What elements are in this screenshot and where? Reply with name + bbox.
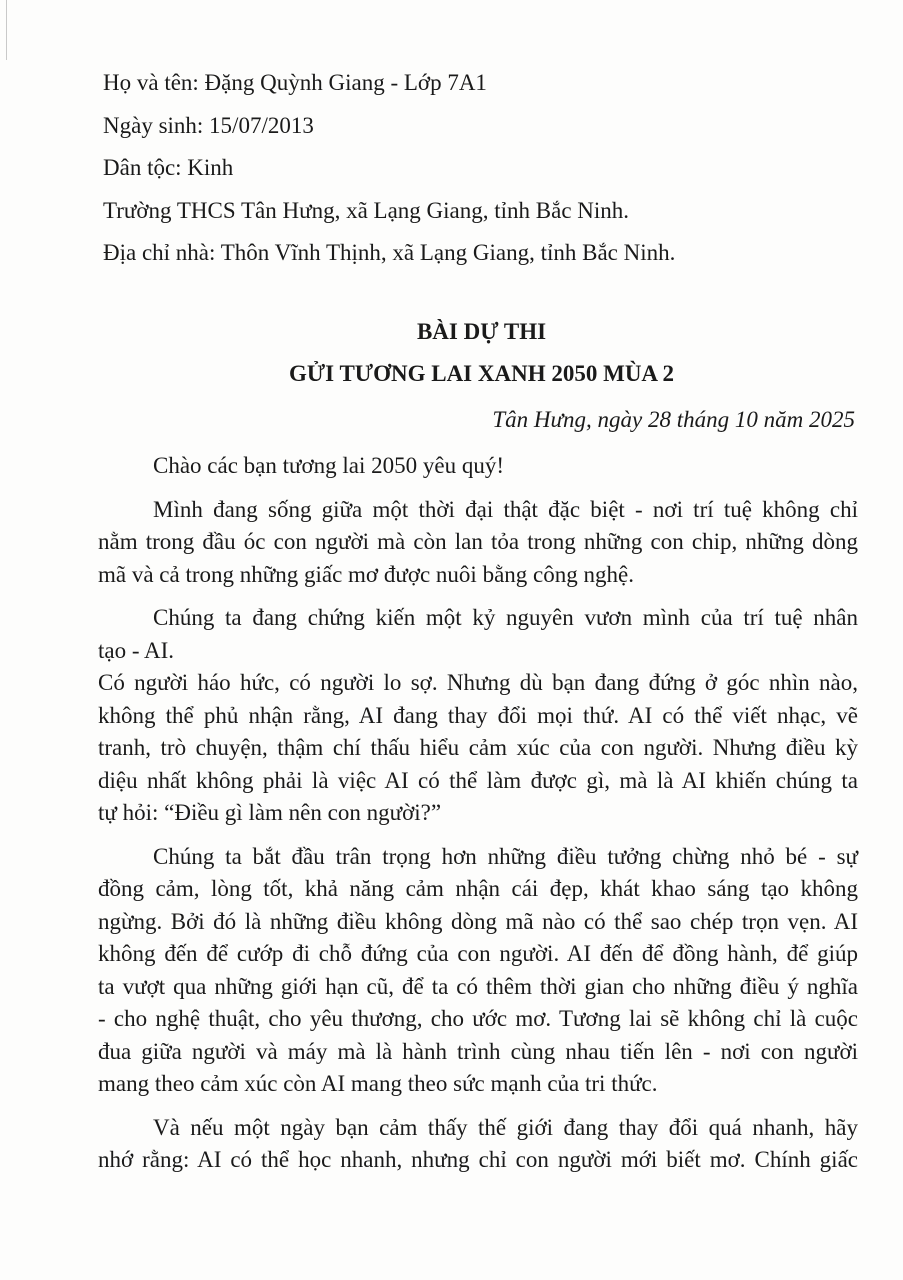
student-info-block (103, 62, 863, 275)
school-line: Trường THCS Tân Hưng, xã Lạng Giang, tỉnh Bắc Ninh. (103, 197, 630, 223)
paragraph-line: Chúng ta đang chứng kiến một kỷ nguyên vươn mình của trí tuệ nhân (153, 605, 858, 630)
paragraph-line: Có người háo hức, có người lo sợ. Nhưng dù bạn đang đứng ở góc nhìn nào, (98, 670, 858, 695)
paragraph-line: không đến để cướp đi chỗ đứng của con người. AI đến để đồng hành, để giúp (98, 941, 858, 966)
paragraph-line: tự hỏi: “Điều gì làm nên con người?” (98, 800, 442, 825)
paragraph-line: mang theo cảm xúc còn AI mang theo sức mạnh của tri thức. (98, 1071, 658, 1096)
paragraph-line: Và nếu một ngày bạn cảm thấy thế giới đang thay đổi quá nhanh, hãy (153, 1114, 858, 1140)
paragraph-4 (98, 1112, 858, 1177)
paragraph-line: diệu nhất không phải là việc AI có thể làm được gì, mà là AI khiến chúng ta (98, 767, 858, 793)
paragraph-line: ngừng. Bởi đó là những điều không dòng mã nào có thể sao chép trọn vẹn. AI (98, 908, 858, 934)
paragraph-2 (98, 602, 858, 830)
ethnicity-line: Dân tộc: Kinh (103, 155, 234, 180)
paragraph-line: Mình đang sống giữa một thời đại thật đặc biệt - nơi trí tuệ không chỉ (153, 496, 858, 522)
place-date-line: Tân Hưng, ngày 28 tháng 10 năm 2025 (492, 407, 855, 432)
home-address-line: Địa chỉ nhà: Thôn Vĩnh Thịnh, xã Lạng Giang, tỉnh Bắc Ninh. (103, 240, 676, 265)
paragraph-3 (98, 841, 858, 1101)
scan-edge-mark (6, 0, 7, 60)
essay-title-block (0, 311, 903, 395)
paragraph-line: mã và cả trong những giấc mơ được nuôi bằng công nghệ. (98, 561, 634, 587)
paragraph-line: không thể phủ nhận rằng, AI đang thay đổi mọi thứ. AI có thể viết nhạc, vẽ (98, 702, 858, 728)
student-name-line: Họ và tên: Đặng Quỳnh Giang - Lớp 7A1 (103, 70, 487, 95)
essay-title-line-2: GỬI TƯƠNG LAI XANH 2050 MÙA 2 (288, 361, 675, 386)
date-of-birth-line: Ngày sinh: 15/07/2013 (103, 112, 314, 138)
essay-body (98, 450, 858, 1188)
paragraph-line: - cho nghệ thuật, cho yêu thương, cho ước mơ. Tương lai sẽ không chỉ là cuộc (98, 1006, 858, 1031)
paragraph-line: ta vượt qua những giới hạn cũ, để ta có thêm thời gian cho những điều ý nghĩa (98, 973, 858, 999)
paragraph-line: đồng cảm, lòng tốt, khả năng cảm nhận cái đẹp, khát khao sáng tạo không (98, 876, 858, 901)
paragraph-line: Chào các bạn tương lai 2050 yêu quý! (153, 453, 505, 478)
paragraph-line: Chúng ta bắt đầu trân trọng hơn những điều tưởng chừng nhỏ bé - sự (153, 843, 858, 869)
paragraph-greeting (98, 450, 858, 483)
paragraph-line: đua giữa người và máy mà là hành trình cùng nhau tiến lên - nơi con người (98, 1038, 858, 1064)
paragraph-1 (98, 494, 858, 592)
paragraph-line: tạo - AI. (98, 637, 175, 663)
paragraph-line: nhớ rằng: AI có thể học nhanh, nhưng chỉ con người mới biết mơ. Chính giấc (98, 1147, 858, 1172)
essay-title-line-1: BÀI DỰ THI (416, 319, 547, 344)
paragraph-line: tranh, trò chuyện, thậm chí thấu hiểu cảm xúc của con người. Nhưng điều kỳ (98, 735, 858, 760)
paragraph-line: nằm trong đầu óc con người mà còn lan tỏa trong những con chip, những dòng (98, 529, 858, 554)
